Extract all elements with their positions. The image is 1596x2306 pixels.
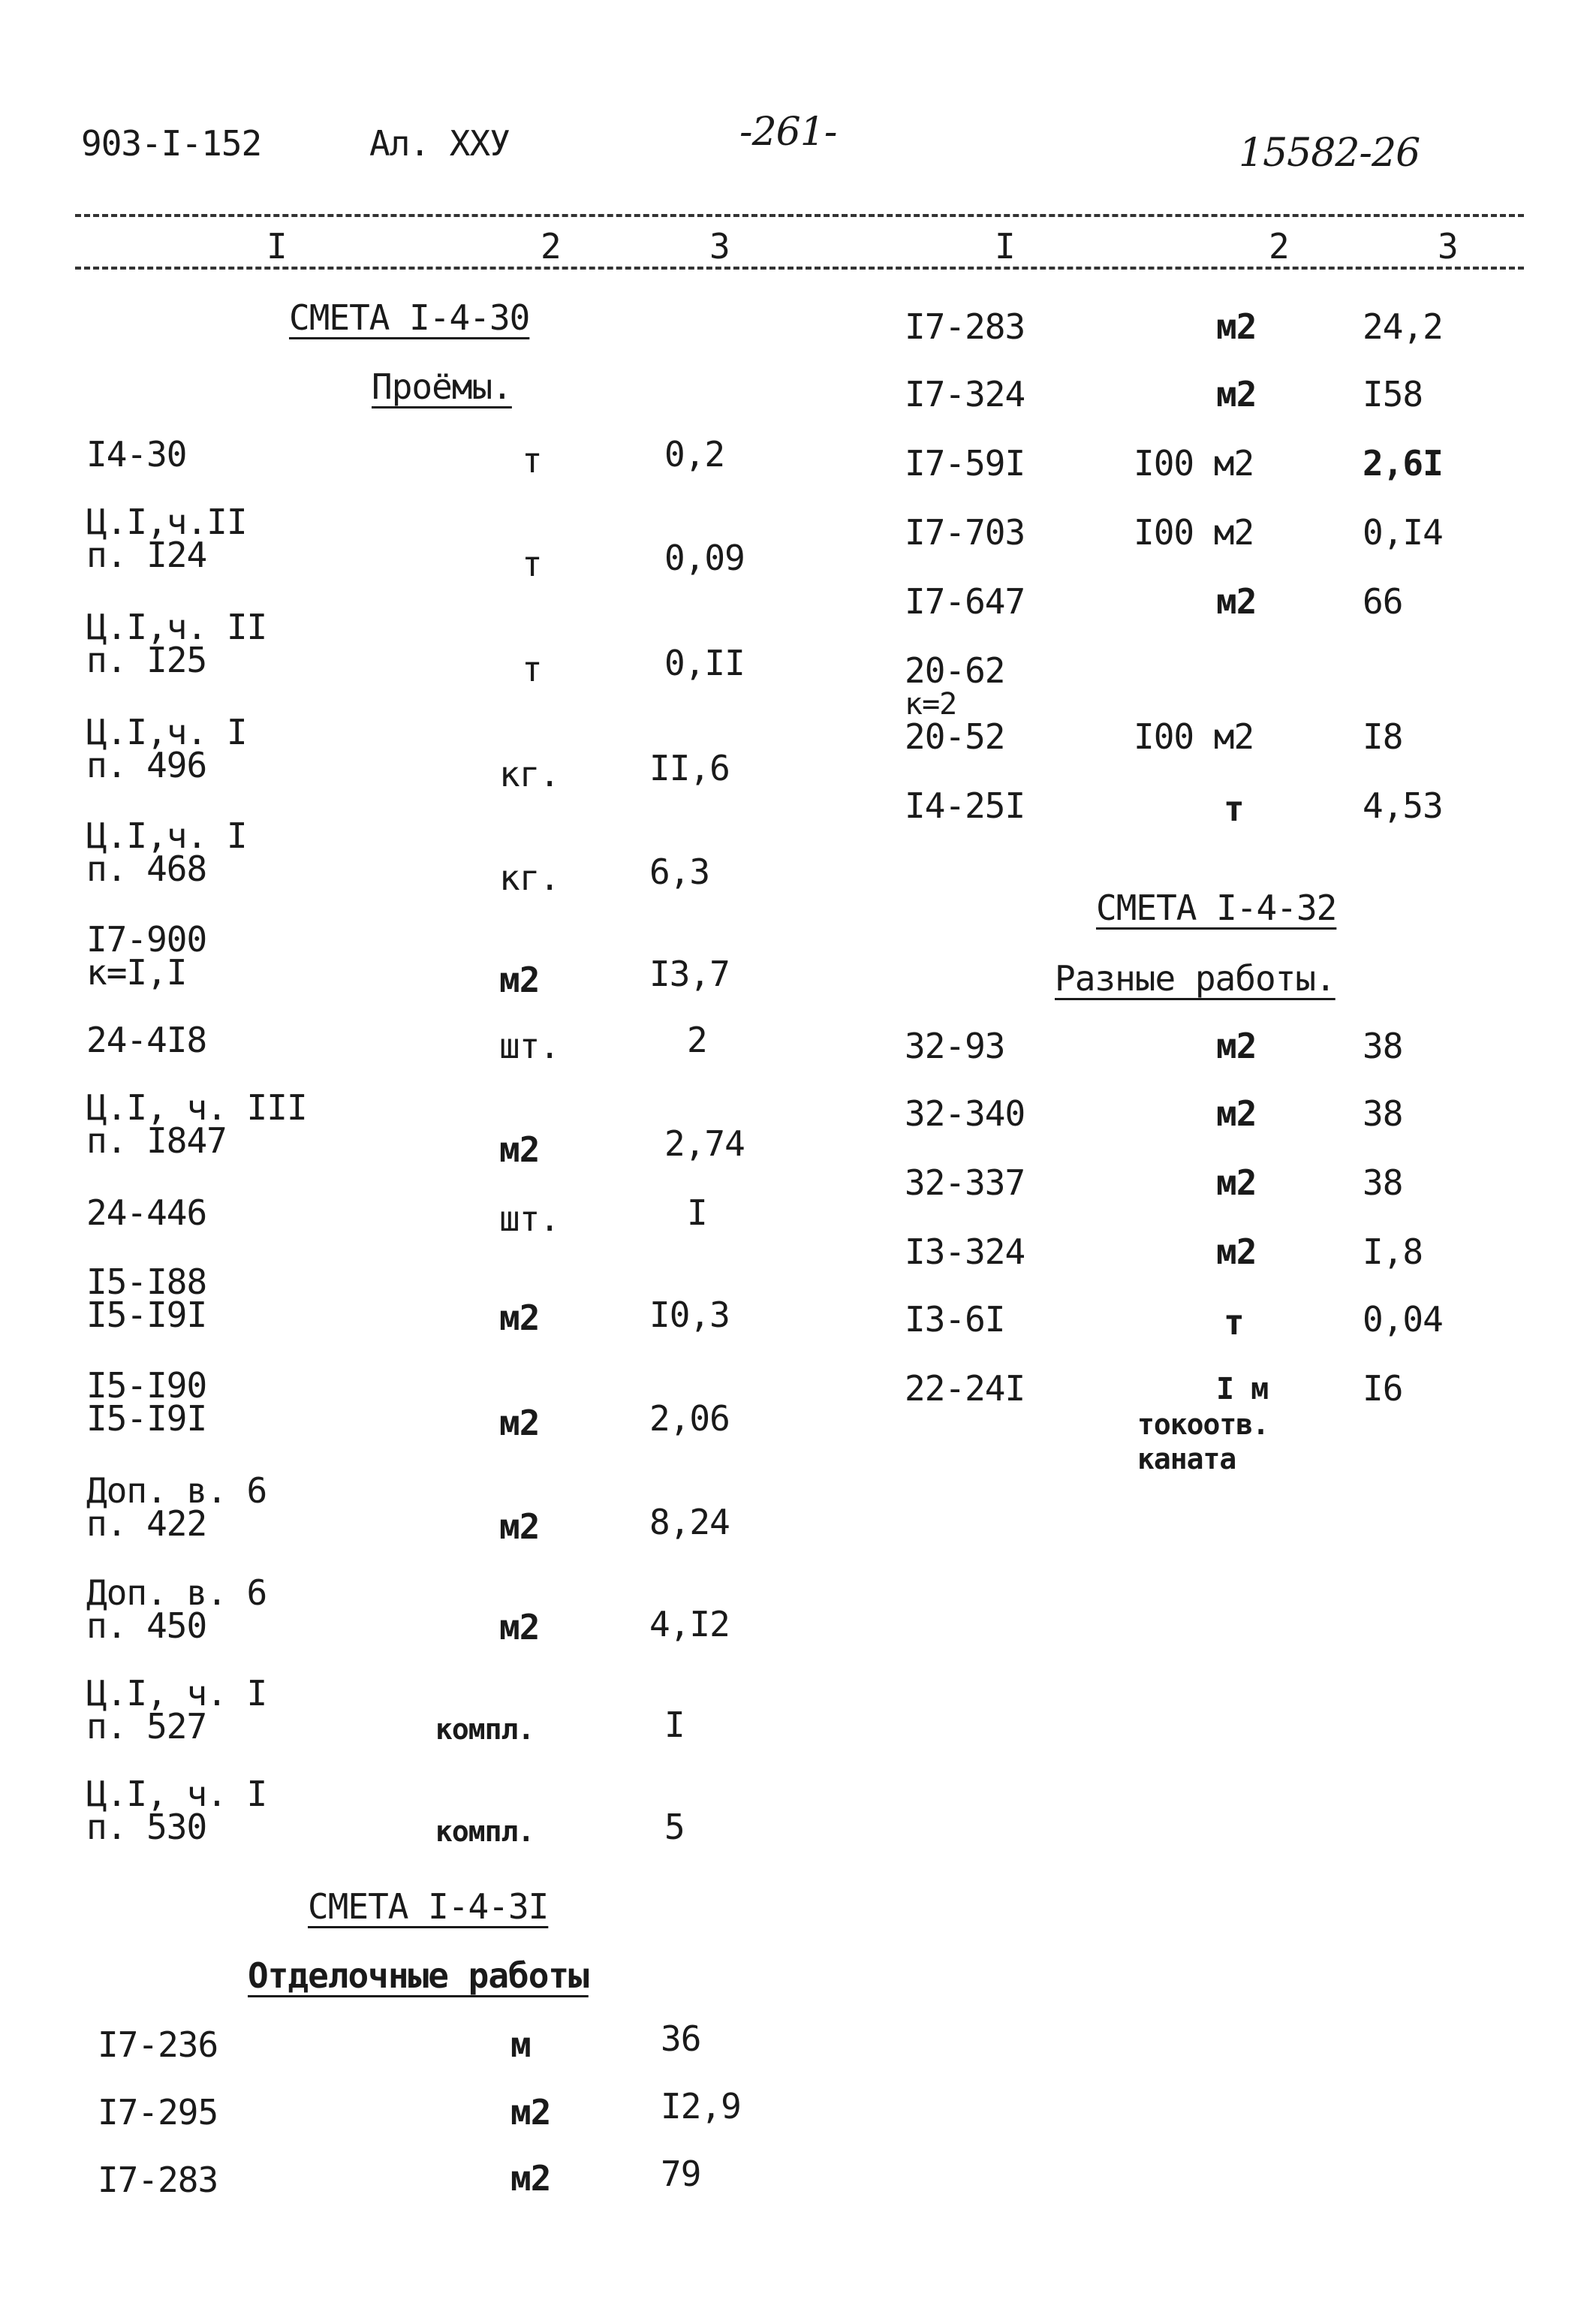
right-row-qty: I8 [1363, 716, 1403, 757]
smeta-30-subtitle: Проёмы. [372, 366, 512, 407]
right-row-unit: м2 [1216, 306, 1257, 347]
smeta-30-row-code2: I5-I9I [86, 1398, 207, 1439]
smeta-30-row-unit: т [522, 440, 542, 481]
smeta-30-row-qty: II,6 [649, 748, 730, 788]
right-row-qty: 0,I4 [1363, 512, 1443, 553]
smeta-30-row-code: Ц.I,ч.II [86, 502, 247, 542]
smeta-32-row-unit: м2 [1216, 1026, 1257, 1066]
smeta-30-row-unit: компл. [435, 1815, 535, 1848]
smeta-31-row-qty: I2,9 [661, 2086, 741, 2127]
smeta-30-row-qty: 4,I2 [649, 1604, 730, 1644]
smeta-30-row-code2: п. I24 [86, 535, 207, 575]
smeta-30-row-qty: 2,74 [664, 1123, 745, 1164]
smeta-32-row-code: I3-6I [905, 1299, 1005, 1340]
smeta-32-row-unit: т [1224, 1302, 1244, 1343]
smeta-30-row-qty: I0,3 [649, 1295, 730, 1335]
smeta-30-row-code2: п. 468 [86, 849, 207, 889]
smeta-30-row-qty: 2 [687, 1020, 707, 1060]
smeta-30-row-unit: кг. [499, 858, 560, 898]
smeta-30-row-code: Ц.I,ч. I [86, 815, 247, 856]
smeta-30-row-code: Ц.I, ч. I [86, 1673, 267, 1714]
smeta-30-row-unit: кг. [499, 754, 560, 794]
smeta-30-row-qty: 0,09 [664, 538, 745, 578]
smeta-30-row-qty: 0,2 [664, 434, 725, 475]
smeta-30-row-unit: т [522, 649, 542, 689]
right-row-code: I7-324 [905, 374, 1025, 414]
smeta-32-row-qty: I,8 [1363, 1231, 1423, 1272]
right-row-unit: м2 [1216, 374, 1257, 414]
smeta-30-row-qty: 8,24 [649, 1502, 730, 1542]
right-row-qty: 24,2 [1363, 306, 1443, 347]
smeta-30-row-code2: I5-I9I [86, 1295, 207, 1335]
smeta-30-row-qty: I [664, 1705, 685, 1745]
right-row-code: I7-59I [905, 443, 1025, 484]
smeta-30-row-code: Доп. в. 6 [86, 1470, 267, 1511]
smeta-32-row-qty: 38 [1363, 1026, 1403, 1066]
smeta-31-title: СМЕТА I-4-3I [308, 1886, 549, 1927]
smeta-31-row-code: I7-236 [98, 2024, 218, 2065]
right-row-qty: 2,6I [1363, 443, 1443, 484]
smeta-32-row-unit3: каната [1137, 1442, 1236, 1476]
col-header-right-3: 3 [1438, 226, 1458, 267]
smeta-31-row-unit: м2 [510, 2158, 551, 2199]
smeta-30-row-unit: м2 [499, 960, 540, 1000]
smeta-32-row-code: 32-340 [905, 1093, 1025, 1134]
right-row-unit: I00 м2 [1134, 512, 1254, 553]
smeta-30-row-code: Ц.I, ч. I [86, 1774, 267, 1814]
smeta-30-row-unit: м2 [499, 1607, 540, 1647]
smeta-30-row-code: Ц.I,ч. I [86, 712, 247, 752]
smeta-31-subtitle: Отделочные работы [248, 1955, 589, 1996]
smeta-30-row-code2: п. 496 [86, 745, 207, 785]
smeta-31-row-code: I7-283 [98, 2160, 218, 2200]
smeta-32-row-code: 32-93 [905, 1026, 1005, 1066]
col-header-right-2: 2 [1269, 226, 1289, 267]
col-header-left-3: 3 [709, 226, 730, 267]
header-rule-bottom [75, 267, 1524, 270]
right-row-qty: 4,53 [1363, 785, 1443, 826]
right-row-code2: к=2 [905, 687, 957, 722]
page-number: -261- [739, 110, 837, 155]
col-header-left-2: 2 [541, 226, 561, 267]
smeta-30-row-code: 24-4I8 [86, 1020, 207, 1060]
right-row-unit: I00 м2 [1134, 443, 1254, 484]
smeta-30-row-unit: м2 [499, 1403, 540, 1443]
smeta-30-row-code2: п. I25 [86, 640, 207, 680]
smeta-32-row-unit: м2 [1216, 1231, 1257, 1272]
right-row-unit: т [1224, 788, 1244, 829]
right-row-code: 20-62 [905, 650, 1005, 691]
doc-code: 903-I-152 [81, 123, 262, 164]
inventory-number: 15582-26 [1239, 131, 1420, 176]
smeta-30-row-code2: п. I847 [86, 1120, 227, 1161]
smeta-30-row-qty: 5 [664, 1807, 685, 1847]
smeta-30-row-code2: п. 530 [86, 1807, 207, 1847]
smeta-31-row-unit: м [510, 2024, 531, 2065]
right-row-code: I4-25I [905, 785, 1025, 826]
smeta-32-row-qty: 38 [1363, 1162, 1403, 1203]
right-row-unit: I00 м2 [1134, 716, 1254, 757]
right-row-unit: м2 [1216, 581, 1257, 622]
smeta-32-row-qty: 38 [1363, 1093, 1403, 1134]
smeta-30-row-code: I4-30 [86, 434, 187, 475]
smeta-32-row-qty: 0,04 [1363, 1299, 1443, 1340]
smeta-30-row-code: Доп. в. 6 [86, 1572, 267, 1613]
smeta-30-row-qty: I [687, 1192, 707, 1233]
smeta-30-row-unit: компл. [435, 1713, 535, 1746]
smeta-32-title: СМЕТА I-4-32 [1096, 888, 1337, 928]
right-row-code: I7-283 [905, 306, 1025, 347]
col-header-right-1: I [995, 226, 1015, 267]
smeta-30-row-unit: м2 [499, 1506, 540, 1547]
header-rule-top [75, 214, 1524, 217]
smeta-30-title: СМЕТА I-4-30 [289, 297, 530, 338]
smeta-32-row-code: I3-324 [905, 1231, 1025, 1272]
right-row-code3: 20-52 [905, 716, 1005, 757]
smeta-30-row-qty: 0,II [664, 643, 745, 683]
smeta-30-row-unit: шт. [499, 1026, 560, 1066]
album-label: Ал. XXУ [369, 123, 510, 164]
smeta-32-row-code: 32-337 [905, 1162, 1025, 1203]
right-row-qty: I58 [1363, 374, 1423, 414]
smeta-31-row-code: I7-295 [98, 2092, 218, 2133]
smeta-30-row-unit: м2 [499, 1298, 540, 1338]
smeta-30-row-unit: т [522, 544, 542, 584]
right-row-code: I7-703 [905, 512, 1025, 553]
smeta-30-row-unit: м2 [499, 1129, 540, 1170]
col-header-left-1: I [267, 226, 287, 267]
smeta-30-row-code2: п. 422 [86, 1503, 207, 1544]
smeta-30-row-code: Ц.I, ч. III [86, 1087, 307, 1128]
smeta-32-row-qty: I6 [1363, 1368, 1403, 1409]
right-row-qty: 66 [1363, 581, 1403, 622]
smeta-30-row-code: Ц.I,ч. II [86, 607, 267, 647]
smeta-30-row-code2: п. 527 [86, 1706, 207, 1747]
smeta-30-row-code: I5-I88 [86, 1262, 207, 1302]
smeta-30-row-qty: 2,06 [649, 1398, 730, 1439]
smeta-32-row-code: 22-24I [905, 1368, 1025, 1409]
smeta-30-row-qty: I3,7 [649, 954, 730, 994]
smeta-32-row-unit: м2 [1216, 1162, 1257, 1203]
smeta-31-row-qty: 79 [661, 2154, 701, 2194]
right-row-code: I7-647 [905, 581, 1025, 622]
smeta-30-row-qty: 6,3 [649, 852, 710, 892]
smeta-32-row-unit2: токоотв. [1137, 1408, 1269, 1441]
smeta-32-row-unit: м2 [1216, 1093, 1257, 1134]
smeta-30-row-code2: к=I,I [86, 952, 187, 993]
smeta-30-row-code: I7-900 [86, 919, 207, 960]
smeta-32-subtitle: Разные работы. [1055, 958, 1336, 999]
smeta-32-row-unit: I м [1216, 1372, 1269, 1406]
smeta-31-row-qty: 36 [661, 2018, 701, 2059]
smeta-30-row-code: 24-446 [86, 1192, 207, 1233]
smeta-30-row-code2: п. 450 [86, 1605, 207, 1646]
smeta-30-row-unit: шт. [499, 1198, 560, 1239]
smeta-30-row-code: I5-I90 [86, 1365, 207, 1406]
smeta-31-row-unit: м2 [510, 2092, 551, 2133]
